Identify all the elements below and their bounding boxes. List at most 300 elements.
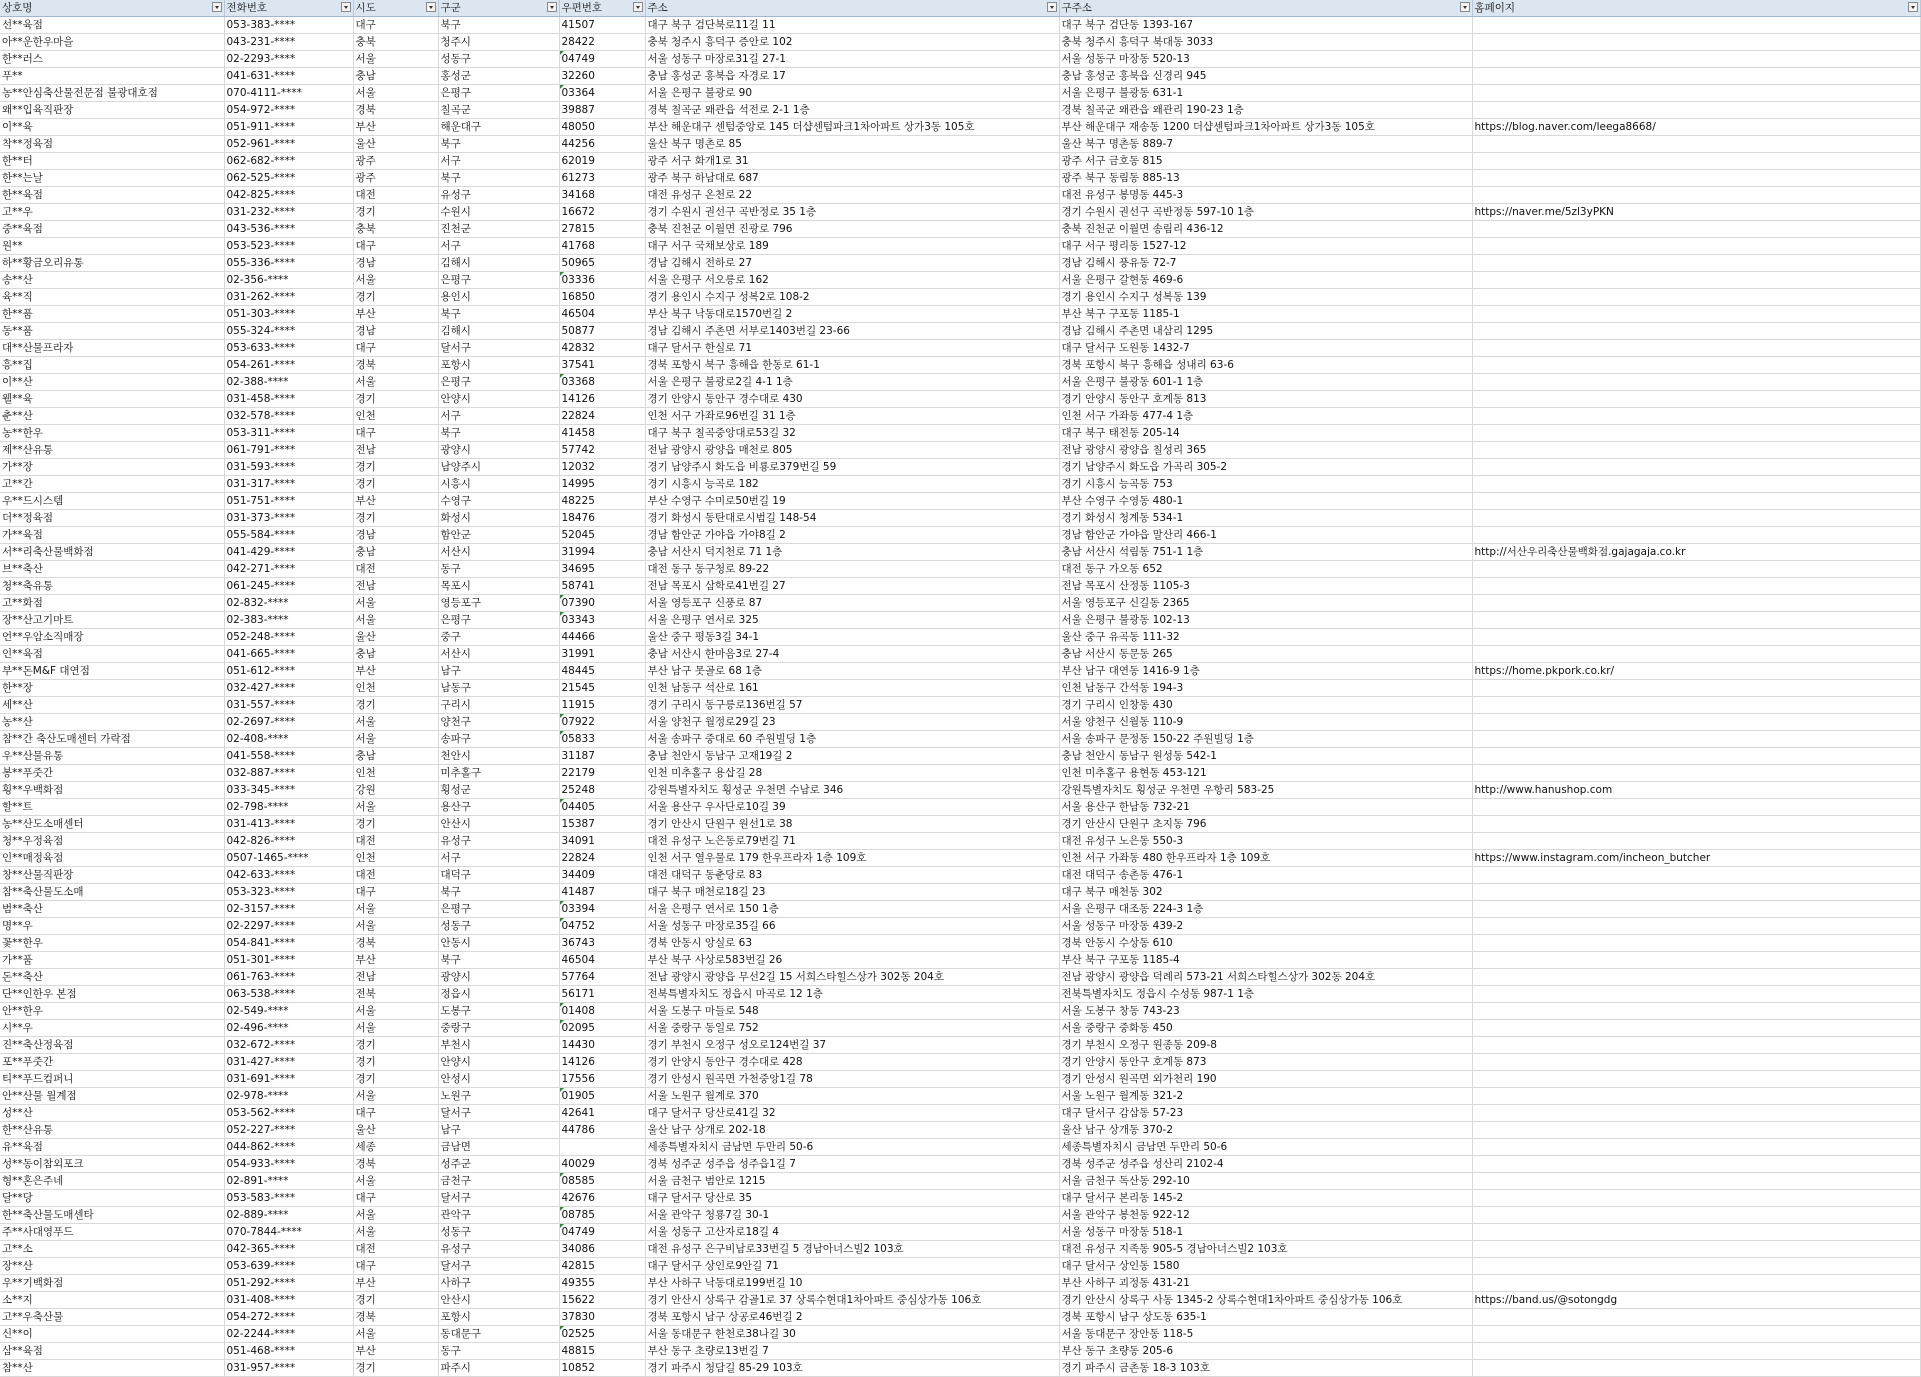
address-cell[interactable]: 울산 중구 평동3길 34-1	[645, 629, 1059, 646]
postal-code-cell[interactable]: 22824	[559, 408, 645, 425]
address-cell[interactable]: 서울 영등포구 신풍로 87	[645, 595, 1059, 612]
province-cell[interactable]: 대구	[353, 884, 438, 901]
phone-cell[interactable]: 02-496-****	[224, 1020, 353, 1037]
district-cell[interactable]: 관악구	[438, 1207, 559, 1224]
homepage-cell[interactable]	[1472, 476, 1920, 493]
old-address-cell[interactable]: 대구 북구 매천동 302	[1059, 884, 1472, 901]
address-cell[interactable]: 서울 중랑구 동일로 752	[645, 1020, 1059, 1037]
address-cell[interactable]: 전남 광양시 광양읍 매천로 805	[645, 442, 1059, 459]
old-address-cell[interactable]: 대구 서구 평리동 1527-12	[1059, 238, 1472, 255]
old-address-cell[interactable]: 강원특별자치도 횡성군 우천면 우항리 583-25	[1059, 782, 1472, 799]
district-cell[interactable]: 안양시	[438, 391, 559, 408]
old-address-cell[interactable]: 충남 홍성군 홍북읍 신경리 945	[1059, 68, 1472, 85]
homepage-cell[interactable]	[1472, 68, 1920, 85]
postal-code-cell[interactable]: 49355	[559, 1275, 645, 1292]
province-cell[interactable]: 경기	[353, 391, 438, 408]
postal-code-cell[interactable]: 34695	[559, 561, 645, 578]
homepage-cell[interactable]	[1472, 1309, 1920, 1326]
old-address-cell[interactable]: 인천 미추홀구 용현동 453-121	[1059, 765, 1472, 782]
phone-cell[interactable]: 041-665-****	[224, 646, 353, 663]
store-name-cell[interactable]: 부**돈M&F 대연점	[0, 663, 224, 680]
address-cell[interactable]: 대전 동구 동구청로 89-22	[645, 561, 1059, 578]
phone-cell[interactable]: 061-763-****	[224, 969, 353, 986]
district-cell[interactable]: 중랑구	[438, 1020, 559, 1037]
store-name-cell[interactable]: 아**운한우마을	[0, 34, 224, 51]
phone-cell[interactable]: 031-413-****	[224, 816, 353, 833]
province-cell[interactable]: 충남	[353, 646, 438, 663]
province-cell[interactable]: 경기	[353, 459, 438, 476]
province-cell[interactable]: 울산	[353, 136, 438, 153]
address-cell[interactable]: 서울 양천구 월정로29길 23	[645, 714, 1059, 731]
province-cell[interactable]: 광주	[353, 170, 438, 187]
old-address-cell[interactable]: 충북 청주시 흥덕구 북대동 3033	[1059, 34, 1472, 51]
phone-cell[interactable]: 053-311-****	[224, 425, 353, 442]
phone-cell[interactable]: 061-245-****	[224, 578, 353, 595]
province-cell[interactable]: 전남	[353, 578, 438, 595]
store-name-cell[interactable]: 청**우정육점	[0, 833, 224, 850]
postal-code-cell[interactable]: 15387	[559, 816, 645, 833]
phone-cell[interactable]: 055-584-****	[224, 527, 353, 544]
phone-cell[interactable]: 055-324-****	[224, 323, 353, 340]
postal-code-cell[interactable]: 42832	[559, 340, 645, 357]
address-cell[interactable]: 서울 금천구 범안로 1215	[645, 1173, 1059, 1190]
postal-code-cell[interactable]	[559, 1139, 645, 1156]
phone-cell[interactable]: 041-558-****	[224, 748, 353, 765]
phone-cell[interactable]: 051-751-****	[224, 493, 353, 510]
store-name-cell[interactable]: 한**터	[0, 153, 224, 170]
old-address-cell[interactable]: 서울 양천구 신월동 110-9	[1059, 714, 1472, 731]
province-cell[interactable]: 대전	[353, 833, 438, 850]
district-cell[interactable]: 서구	[438, 850, 559, 867]
phone-cell[interactable]: 02-978-****	[224, 1088, 353, 1105]
phone-cell[interactable]: 02-2297-****	[224, 918, 353, 935]
old-address-cell[interactable]: 경북 포항시 북구 흥해읍 성내리 63-6	[1059, 357, 1472, 374]
phone-cell[interactable]: 042-633-****	[224, 867, 353, 884]
district-cell[interactable]: 서구	[438, 408, 559, 425]
postal-code-cell[interactable]: 04405	[559, 799, 645, 816]
store-name-cell[interactable]: 창**산물직판장	[0, 867, 224, 884]
phone-cell[interactable]: 02-408-****	[224, 731, 353, 748]
filter-dropdown-icon[interactable]	[1908, 2, 1918, 12]
old-address-cell[interactable]: 경기 수원시 권선구 곡반정동 597-10 1층	[1059, 204, 1472, 221]
district-cell[interactable]: 서구	[438, 153, 559, 170]
province-cell[interactable]: 경기	[353, 1037, 438, 1054]
old-address-cell[interactable]: 대전 유성구 봉명동 445-3	[1059, 187, 1472, 204]
district-cell[interactable]: 미추홀구	[438, 765, 559, 782]
store-name-cell[interactable]: 세**산	[0, 697, 224, 714]
district-cell[interactable]: 구리시	[438, 697, 559, 714]
phone-cell[interactable]: 031-691-****	[224, 1071, 353, 1088]
postal-code-cell[interactable]: 57742	[559, 442, 645, 459]
province-cell[interactable]: 경북	[353, 357, 438, 374]
district-cell[interactable]: 김해시	[438, 255, 559, 272]
phone-cell[interactable]: 031-408-****	[224, 1292, 353, 1309]
phone-cell[interactable]: 02-798-****	[224, 799, 353, 816]
phone-cell[interactable]: 043-231-****	[224, 34, 353, 51]
homepage-cell[interactable]	[1472, 646, 1920, 663]
store-name-cell[interactable]: 장**산고기마트	[0, 612, 224, 629]
column-header-homepage[interactable]	[1472, 0, 1920, 17]
district-cell[interactable]: 북구	[438, 425, 559, 442]
province-cell[interactable]: 부산	[353, 952, 438, 969]
column-header-province[interactable]	[353, 0, 438, 17]
phone-cell[interactable]: 02-356-****	[224, 272, 353, 289]
homepage-cell[interactable]	[1472, 1156, 1920, 1173]
province-cell[interactable]: 대전	[353, 561, 438, 578]
old-address-cell[interactable]: 경기 파주시 금촌동 18-3 103호	[1059, 1360, 1472, 1377]
old-address-cell[interactable]: 광주 서구 금호동 815	[1059, 153, 1472, 170]
province-cell[interactable]: 경기	[353, 204, 438, 221]
postal-code-cell[interactable]: 39887	[559, 102, 645, 119]
district-cell[interactable]: 은평구	[438, 612, 559, 629]
postal-code-cell[interactable]: 41768	[559, 238, 645, 255]
old-address-cell[interactable]: 광주 북구 동림동 885-13	[1059, 170, 1472, 187]
phone-cell[interactable]: 032-887-****	[224, 765, 353, 782]
homepage-cell[interactable]	[1472, 867, 1920, 884]
postal-code-cell[interactable]: 02095	[559, 1020, 645, 1037]
phone-cell[interactable]: 031-458-****	[224, 391, 353, 408]
address-cell[interactable]: 광주 서구 화개1로 31	[645, 153, 1059, 170]
store-name-cell[interactable]: 한**장	[0, 680, 224, 697]
district-cell[interactable]: 정읍시	[438, 986, 559, 1003]
address-cell[interactable]: 경남 김해시 주촌면 서부로1403번길 23-66	[645, 323, 1059, 340]
postal-code-cell[interactable]: 03343	[559, 612, 645, 629]
address-cell[interactable]: 충남 서산시 한마음3로 27-4	[645, 646, 1059, 663]
homepage-cell[interactable]	[1472, 765, 1920, 782]
district-cell[interactable]: 은평구	[438, 901, 559, 918]
old-address-cell[interactable]: 서울 도봉구 창동 743-23	[1059, 1003, 1472, 1020]
homepage-cell[interactable]	[1472, 1258, 1920, 1275]
province-cell[interactable]: 부산	[353, 663, 438, 680]
old-address-cell[interactable]: 울산 남구 상개동 370-2	[1059, 1122, 1472, 1139]
postal-code-cell[interactable]: 05833	[559, 731, 645, 748]
postal-code-cell[interactable]: 14126	[559, 391, 645, 408]
district-cell[interactable]: 천안시	[438, 748, 559, 765]
old-address-cell[interactable]: 경북 성주군 성주읍 성산리 2102-4	[1059, 1156, 1472, 1173]
province-cell[interactable]: 경북	[353, 1309, 438, 1326]
postal-code-cell[interactable]: 07390	[559, 595, 645, 612]
district-cell[interactable]: 사하구	[438, 1275, 559, 1292]
address-cell[interactable]: 서울 은평구 연서로 150 1층	[645, 901, 1059, 918]
province-cell[interactable]: 대전	[353, 1241, 438, 1258]
address-cell[interactable]: 대구 북구 매천로18길 23	[645, 884, 1059, 901]
store-name-cell[interactable]: 한**는날	[0, 170, 224, 187]
address-cell[interactable]: 대구 달서구 상인로9안길 71	[645, 1258, 1059, 1275]
homepage-cell[interactable]	[1472, 986, 1920, 1003]
address-cell[interactable]: 대구 북구 검단북로11길 11	[645, 17, 1059, 34]
store-name-cell[interactable]: 농**한우	[0, 425, 224, 442]
old-address-cell[interactable]: 인천 남동구 간석동 194-3	[1059, 680, 1472, 697]
address-cell[interactable]: 대전 유성구 온천로 22	[645, 187, 1059, 204]
address-cell[interactable]: 부산 동구 초량로13번길 7	[645, 1343, 1059, 1360]
province-cell[interactable]: 서울	[353, 272, 438, 289]
filter-dropdown-icon[interactable]	[341, 2, 351, 12]
store-name-cell[interactable]: 참**축산물도소매	[0, 884, 224, 901]
district-cell[interactable]: 유성구	[438, 1241, 559, 1258]
phone-cell[interactable]: 031-957-****	[224, 1360, 353, 1377]
homepage-cell[interactable]	[1472, 102, 1920, 119]
store-name-cell[interactable]: 서**리축산물백화점	[0, 544, 224, 561]
store-name-cell[interactable]: 착**정육점	[0, 136, 224, 153]
province-cell[interactable]: 울산	[353, 1122, 438, 1139]
postal-code-cell[interactable]: 34409	[559, 867, 645, 884]
postal-code-cell[interactable]: 37830	[559, 1309, 645, 1326]
address-cell[interactable]: 대전 유성구 노은동로79번길 71	[645, 833, 1059, 850]
postal-code-cell[interactable]: 58741	[559, 578, 645, 595]
postal-code-cell[interactable]: 04749	[559, 1224, 645, 1241]
postal-code-cell[interactable]: 18476	[559, 510, 645, 527]
phone-cell[interactable]: 031-593-****	[224, 459, 353, 476]
old-address-cell[interactable]: 부산 남구 대연동 1416-9 1층	[1059, 663, 1472, 680]
homepage-cell[interactable]: http://www.hanushop.com	[1472, 782, 1920, 799]
homepage-cell[interactable]	[1472, 323, 1920, 340]
homepage-cell[interactable]	[1472, 1360, 1920, 1377]
address-cell[interactable]: 대전 대덕구 동춘당로 83	[645, 867, 1059, 884]
address-cell[interactable]: 부산 수영구 수미로50번길 19	[645, 493, 1059, 510]
old-address-cell[interactable]: 서울 성동구 마장동 439-2	[1059, 918, 1472, 935]
address-cell[interactable]: 경기 용인시 수지구 성복2로 108-2	[645, 289, 1059, 306]
postal-code-cell[interactable]: 52045	[559, 527, 645, 544]
district-cell[interactable]: 남구	[438, 663, 559, 680]
province-cell[interactable]: 경북	[353, 102, 438, 119]
homepage-cell[interactable]	[1472, 595, 1920, 612]
district-cell[interactable]: 파주시	[438, 1360, 559, 1377]
phone-cell[interactable]: 02-388-****	[224, 374, 353, 391]
old-address-cell[interactable]: 충북 진천군 이월면 송림리 436-12	[1059, 221, 1472, 238]
province-cell[interactable]: 대전	[353, 867, 438, 884]
district-cell[interactable]: 진천군	[438, 221, 559, 238]
phone-cell[interactable]: 032-427-****	[224, 680, 353, 697]
store-name-cell[interactable]: 원**	[0, 238, 224, 255]
district-cell[interactable]: 서산시	[438, 544, 559, 561]
province-cell[interactable]: 광주	[353, 153, 438, 170]
postal-code-cell[interactable]: 08585	[559, 1173, 645, 1190]
province-cell[interactable]: 서울	[353, 374, 438, 391]
postal-code-cell[interactable]: 56171	[559, 986, 645, 1003]
address-cell[interactable]: 부산 사하구 낙동대로199번길 10	[645, 1275, 1059, 1292]
column-header-address[interactable]	[645, 0, 1059, 17]
district-cell[interactable]: 달서구	[438, 340, 559, 357]
column-header-old-address[interactable]	[1059, 0, 1472, 17]
postal-code-cell[interactable]: 62019	[559, 153, 645, 170]
homepage-cell[interactable]	[1472, 1105, 1920, 1122]
homepage-cell[interactable]	[1472, 1173, 1920, 1190]
province-cell[interactable]: 서울	[353, 85, 438, 102]
postal-code-cell[interactable]: 08785	[559, 1207, 645, 1224]
postal-code-cell[interactable]: 31994	[559, 544, 645, 561]
old-address-cell[interactable]: 충남 서산시 석림동 751-1 1층	[1059, 544, 1472, 561]
district-cell[interactable]: 송파구	[438, 731, 559, 748]
phone-cell[interactable]: 042-271-****	[224, 561, 353, 578]
address-cell[interactable]: 인천 남동구 석산로 161	[645, 680, 1059, 697]
address-cell[interactable]: 전남 광양시 광양읍 무선2길 15 서희스타힐스상가 302동 204호	[645, 969, 1059, 986]
district-cell[interactable]: 목포시	[438, 578, 559, 595]
store-name-cell[interactable]: 푸**	[0, 68, 224, 85]
address-cell[interactable]: 부산 남구 못골로 68 1층	[645, 663, 1059, 680]
homepage-cell[interactable]	[1472, 901, 1920, 918]
homepage-cell[interactable]	[1472, 1139, 1920, 1156]
address-cell[interactable]: 전남 목포시 삼학로41번길 27	[645, 578, 1059, 595]
homepage-cell[interactable]: https://home.pkpork.co.kr/	[1472, 663, 1920, 680]
phone-cell[interactable]: 0507-1465-****	[224, 850, 353, 867]
province-cell[interactable]: 경기	[353, 816, 438, 833]
phone-cell[interactable]: 055-336-****	[224, 255, 353, 272]
old-address-cell[interactable]: 경북 칠곡군 왜관읍 왜관리 190-23 1층	[1059, 102, 1472, 119]
homepage-cell[interactable]	[1472, 1326, 1920, 1343]
phone-cell[interactable]: 031-427-****	[224, 1054, 353, 1071]
old-address-cell[interactable]: 경기 안양시 동안구 호계동 873	[1059, 1054, 1472, 1071]
address-cell[interactable]: 세종특별자치시 금남면 두만리 50-6	[645, 1139, 1059, 1156]
address-cell[interactable]: 충남 서산시 덕지천로 71 1층	[645, 544, 1059, 561]
homepage-cell[interactable]	[1472, 969, 1920, 986]
address-cell[interactable]: 경기 구리시 동구릉로136번길 57	[645, 697, 1059, 714]
postal-code-cell[interactable]: 48445	[559, 663, 645, 680]
phone-cell[interactable]: 042-826-****	[224, 833, 353, 850]
homepage-cell[interactable]	[1472, 935, 1920, 952]
old-address-cell[interactable]: 경기 안성시 원곡면 외가천리 190	[1059, 1071, 1472, 1088]
homepage-cell[interactable]	[1472, 255, 1920, 272]
postal-code-cell[interactable]: 48815	[559, 1343, 645, 1360]
postal-code-cell[interactable]: 04752	[559, 918, 645, 935]
province-cell[interactable]: 서울	[353, 595, 438, 612]
province-cell[interactable]: 경기	[353, 476, 438, 493]
phone-cell[interactable]: 02-832-****	[224, 595, 353, 612]
homepage-cell[interactable]	[1472, 187, 1920, 204]
store-name-cell[interactable]: 인**육점	[0, 646, 224, 663]
homepage-cell[interactable]	[1472, 289, 1920, 306]
store-name-cell[interactable]: 고**간	[0, 476, 224, 493]
homepage-cell[interactable]	[1472, 340, 1920, 357]
province-cell[interactable]: 경남	[353, 527, 438, 544]
old-address-cell[interactable]: 전남 목포시 산정동 1105-3	[1059, 578, 1472, 595]
homepage-cell[interactable]	[1472, 34, 1920, 51]
postal-code-cell[interactable]: 04749	[559, 51, 645, 68]
homepage-cell[interactable]	[1472, 459, 1920, 476]
postal-code-cell[interactable]: 14430	[559, 1037, 645, 1054]
old-address-cell[interactable]: 서울 동대문구 장안동 118-5	[1059, 1326, 1472, 1343]
postal-code-cell[interactable]: 34168	[559, 187, 645, 204]
column-header-district[interactable]	[438, 0, 559, 17]
old-address-cell[interactable]: 서울 금천구 독산동 292-10	[1059, 1173, 1472, 1190]
district-cell[interactable]: 서구	[438, 238, 559, 255]
district-cell[interactable]: 성동구	[438, 1224, 559, 1241]
province-cell[interactable]: 경북	[353, 935, 438, 952]
store-name-cell[interactable]: 참**산	[0, 1360, 224, 1377]
phone-cell[interactable]: 053-383-****	[224, 17, 353, 34]
province-cell[interactable]: 인천	[353, 850, 438, 867]
phone-cell[interactable]: 031-232-****	[224, 204, 353, 221]
province-cell[interactable]: 부산	[353, 119, 438, 136]
homepage-cell[interactable]	[1472, 629, 1920, 646]
homepage-cell[interactable]	[1472, 1071, 1920, 1088]
homepage-cell[interactable]	[1472, 170, 1920, 187]
store-name-cell[interactable]: 횡**우백화점	[0, 782, 224, 799]
phone-cell[interactable]: 032-578-****	[224, 408, 353, 425]
province-cell[interactable]: 부산	[353, 1343, 438, 1360]
address-cell[interactable]: 인천 서구 열우물로 179 한우프라자 1층 109호	[645, 850, 1059, 867]
district-cell[interactable]: 남양주시	[438, 459, 559, 476]
phone-cell[interactable]: 053-323-****	[224, 884, 353, 901]
address-cell[interactable]: 경기 파주시 청담길 85-29 103호	[645, 1360, 1059, 1377]
postal-code-cell[interactable]: 21545	[559, 680, 645, 697]
province-cell[interactable]: 전남	[353, 969, 438, 986]
phone-cell[interactable]: 070-7844-****	[224, 1224, 353, 1241]
postal-code-cell[interactable]: 02525	[559, 1326, 645, 1343]
district-cell[interactable]: 성주군	[438, 1156, 559, 1173]
phone-cell[interactable]: 042-365-****	[224, 1241, 353, 1258]
province-cell[interactable]: 경기	[353, 1071, 438, 1088]
province-cell[interactable]: 서울	[353, 731, 438, 748]
district-cell[interactable]: 홍성군	[438, 68, 559, 85]
province-cell[interactable]: 부산	[353, 493, 438, 510]
homepage-cell[interactable]	[1472, 153, 1920, 170]
store-name-cell[interactable]: 왜**입육직판장	[0, 102, 224, 119]
store-name-cell[interactable]: 한**축산물도매센타	[0, 1207, 224, 1224]
homepage-cell[interactable]	[1472, 493, 1920, 510]
store-name-cell[interactable]: 안**한우	[0, 1003, 224, 1020]
homepage-cell[interactable]	[1472, 680, 1920, 697]
store-name-cell[interactable]: 대**산물프라자	[0, 340, 224, 357]
district-cell[interactable]: 달서구	[438, 1190, 559, 1207]
province-cell[interactable]: 부산	[353, 1275, 438, 1292]
district-cell[interactable]: 성동구	[438, 918, 559, 935]
district-cell[interactable]: 안성시	[438, 1071, 559, 1088]
postal-code-cell[interactable]: 22179	[559, 765, 645, 782]
old-address-cell[interactable]: 경남 김해시 풍유동 72-7	[1059, 255, 1472, 272]
address-cell[interactable]: 경기 시흥시 능곡로 182	[645, 476, 1059, 493]
province-cell[interactable]: 전북	[353, 986, 438, 1003]
postal-code-cell[interactable]: 01905	[559, 1088, 645, 1105]
store-name-cell[interactable]: 송**산	[0, 272, 224, 289]
store-name-cell[interactable]: 진**축산정육점	[0, 1037, 224, 1054]
address-cell[interactable]: 경기 안산시 상록구 감골1로 37 상록수현대1차아파트 중심상가동 106호	[645, 1292, 1059, 1309]
store-name-cell[interactable]: 안**산물 월계점	[0, 1088, 224, 1105]
filter-dropdown-icon[interactable]	[1460, 2, 1470, 12]
store-name-cell[interactable]: 고**소	[0, 1241, 224, 1258]
store-name-cell[interactable]: 선**육점	[0, 17, 224, 34]
province-cell[interactable]: 충북	[353, 221, 438, 238]
old-address-cell[interactable]: 경기 남양주시 화도읍 가곡리 305-2	[1059, 459, 1472, 476]
store-name-cell[interactable]: 시**우	[0, 1020, 224, 1037]
province-cell[interactable]: 인천	[353, 680, 438, 697]
store-name-cell[interactable]: 할**트	[0, 799, 224, 816]
homepage-cell[interactable]	[1472, 17, 1920, 34]
store-name-cell[interactable]: 동**품	[0, 323, 224, 340]
district-cell[interactable]: 해운대구	[438, 119, 559, 136]
homepage-cell[interactable]	[1472, 238, 1920, 255]
postal-code-cell[interactable]: 41458	[559, 425, 645, 442]
district-cell[interactable]: 북구	[438, 170, 559, 187]
homepage-cell[interactable]	[1472, 357, 1920, 374]
homepage-cell[interactable]	[1472, 612, 1920, 629]
phone-cell[interactable]: 054-933-****	[224, 1156, 353, 1173]
old-address-cell[interactable]: 인천 서구 가좌동 477-4 1층	[1059, 408, 1472, 425]
homepage-cell[interactable]	[1472, 1037, 1920, 1054]
district-cell[interactable]: 함안군	[438, 527, 559, 544]
district-cell[interactable]: 포항시	[438, 1309, 559, 1326]
old-address-cell[interactable]: 대구 북구 검단동 1393-167	[1059, 17, 1472, 34]
phone-cell[interactable]: 053-639-****	[224, 1258, 353, 1275]
old-address-cell[interactable]: 부산 사하구 괴정동 431-21	[1059, 1275, 1472, 1292]
province-cell[interactable]: 대구	[353, 17, 438, 34]
postal-code-cell[interactable]: 07922	[559, 714, 645, 731]
homepage-cell[interactable]	[1472, 136, 1920, 153]
address-cell[interactable]: 충북 진천군 이월면 진광로 796	[645, 221, 1059, 238]
district-cell[interactable]: 유성구	[438, 187, 559, 204]
homepage-cell[interactable]	[1472, 799, 1920, 816]
store-name-cell[interactable]: 봉**푸줏간	[0, 765, 224, 782]
phone-cell[interactable]: 02-2244-****	[224, 1326, 353, 1343]
